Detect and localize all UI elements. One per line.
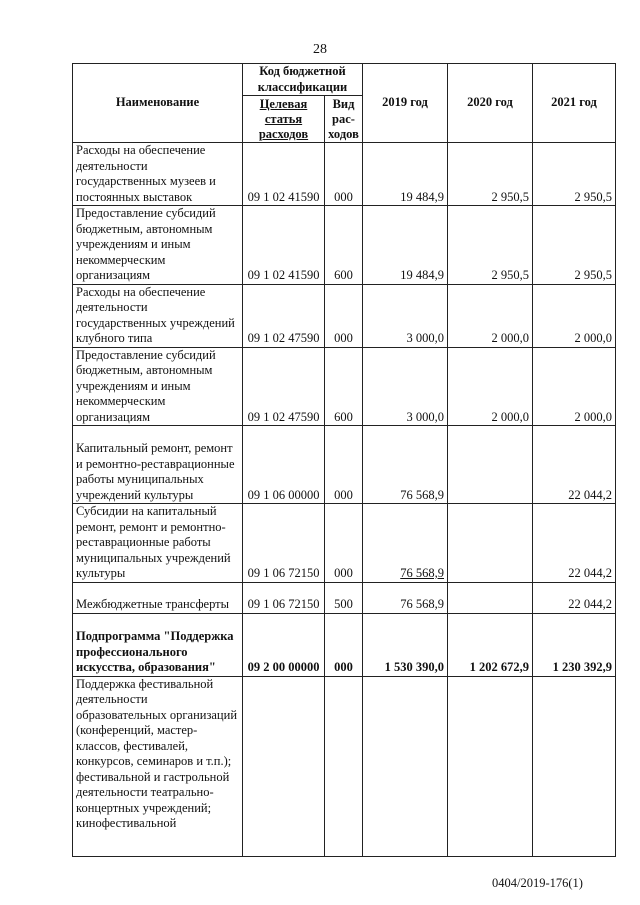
table-row xyxy=(73,426,616,504)
row-2019: 19 484,9 xyxy=(363,143,448,206)
row-name: Расходы на обеспечение деятельности государственных учреждений клубного типа xyxy=(73,284,243,347)
row-name: Поддержка фестивальной деятельности образовательных организаций (конференций, мастер-классов, фестивалей, конкурсов, семинаров и т.п.); фестивальной и гастрольной деятельности театрально-концертных учреждений; кинофестивальной xyxy=(73,676,243,856)
row-code: 09 1 02 47590 xyxy=(243,347,325,426)
row-name: Капитальный ремонт, ремонт и ремонтно-реставрационные работы муниципальных учреждений культуры xyxy=(73,426,243,504)
row-vid: 600 xyxy=(325,347,363,426)
row-2020: 2 950,5 xyxy=(448,206,533,285)
table-row xyxy=(73,504,616,583)
row-code: 09 1 06 72150 xyxy=(243,504,325,583)
row-2021: 22 044,2 xyxy=(533,582,616,613)
row-name: Расходы на обеспечение деятельности государственных музеев и постоянных выставок xyxy=(73,143,243,206)
header-name: Наименование xyxy=(73,64,243,143)
row-name: Межбюджетные трансферты xyxy=(73,582,243,613)
row-2021: 22 044,2 xyxy=(533,426,616,504)
row-2020 xyxy=(448,676,533,856)
row-vid: 000 xyxy=(325,284,363,347)
row-vid: 500 xyxy=(325,582,363,613)
row-2021: 1 230 392,9 xyxy=(533,613,616,676)
row-2020: 2 000,0 xyxy=(448,284,533,347)
row-code: 09 2 00 00000 xyxy=(243,613,325,676)
table-row xyxy=(73,582,616,613)
header-2019: 2019 год xyxy=(363,64,448,143)
header-expense-type: Вид рас-ходов xyxy=(325,96,363,143)
row-vid: 000 xyxy=(325,613,363,676)
row-code: 09 1 06 72150 xyxy=(243,582,325,613)
budget-table xyxy=(72,63,616,857)
row-vid: 000 xyxy=(325,426,363,504)
row-2019: 76 568,9 xyxy=(363,504,448,583)
header-target-article: Целевая статья расходов xyxy=(243,96,325,143)
row-2020: 1 202 672,9 xyxy=(448,613,533,676)
table-row xyxy=(73,143,616,206)
row-2020: 2 950,5 xyxy=(448,143,533,206)
page-number: 28 xyxy=(313,42,327,57)
table-row-subprogram xyxy=(73,613,616,676)
row-name: Субсидии на капитальный ремонт, ремонт и ремонтно-реставрационные работы муниципальных учреждений культуры xyxy=(73,504,243,583)
row-2021: 2 000,0 xyxy=(533,347,616,426)
table-row xyxy=(73,676,616,856)
row-2021: 22 044,2 xyxy=(533,504,616,583)
row-2021 xyxy=(533,676,616,856)
row-code: 09 1 02 41590 xyxy=(243,143,325,206)
row-vid xyxy=(325,676,363,856)
row-name: Подпрограмма "Поддержка профессионального искусства, образования" xyxy=(73,613,243,676)
row-2019: 19 484,9 xyxy=(363,206,448,285)
header-2020: 2020 год xyxy=(448,64,533,143)
row-code: 09 1 06 00000 xyxy=(243,426,325,504)
row-vid: 000 xyxy=(325,504,363,583)
row-2019 xyxy=(363,676,448,856)
row-2020: 2 000,0 xyxy=(448,347,533,426)
row-vid: 000 xyxy=(325,143,363,206)
row-2019: 76 568,9 xyxy=(363,582,448,613)
row-name: Предоставление субсидий бюджетным, автономным учреждениям и иным некоммерческим организациям xyxy=(73,206,243,285)
row-2021: 2 950,5 xyxy=(533,206,616,285)
table-row xyxy=(73,206,616,285)
row-code: 09 1 02 41590 xyxy=(243,206,325,285)
row-2020 xyxy=(448,582,533,613)
row-2021: 2 000,0 xyxy=(533,284,616,347)
row-vid: 600 xyxy=(325,206,363,285)
row-code: 09 1 02 47590 xyxy=(243,284,325,347)
row-name: Предоставление субсидий бюджетным, автономным учреждениям и иным некоммерческим организациям xyxy=(73,347,243,426)
row-2020 xyxy=(448,504,533,583)
row-2019: 1 530 390,0 xyxy=(363,613,448,676)
row-code xyxy=(243,676,325,856)
row-2019: 3 000,0 xyxy=(363,284,448,347)
header-code-group: Код бюджетной классификации xyxy=(243,64,363,96)
table-row xyxy=(73,347,616,426)
row-2021: 2 950,5 xyxy=(533,143,616,206)
document-reference: 0404/2019-176(1) xyxy=(492,876,583,890)
table-row xyxy=(73,284,616,347)
row-2019: 3 000,0 xyxy=(363,347,448,426)
row-2020 xyxy=(448,426,533,504)
header-2021: 2021 год xyxy=(533,64,616,143)
row-2019: 76 568,9 xyxy=(363,426,448,504)
